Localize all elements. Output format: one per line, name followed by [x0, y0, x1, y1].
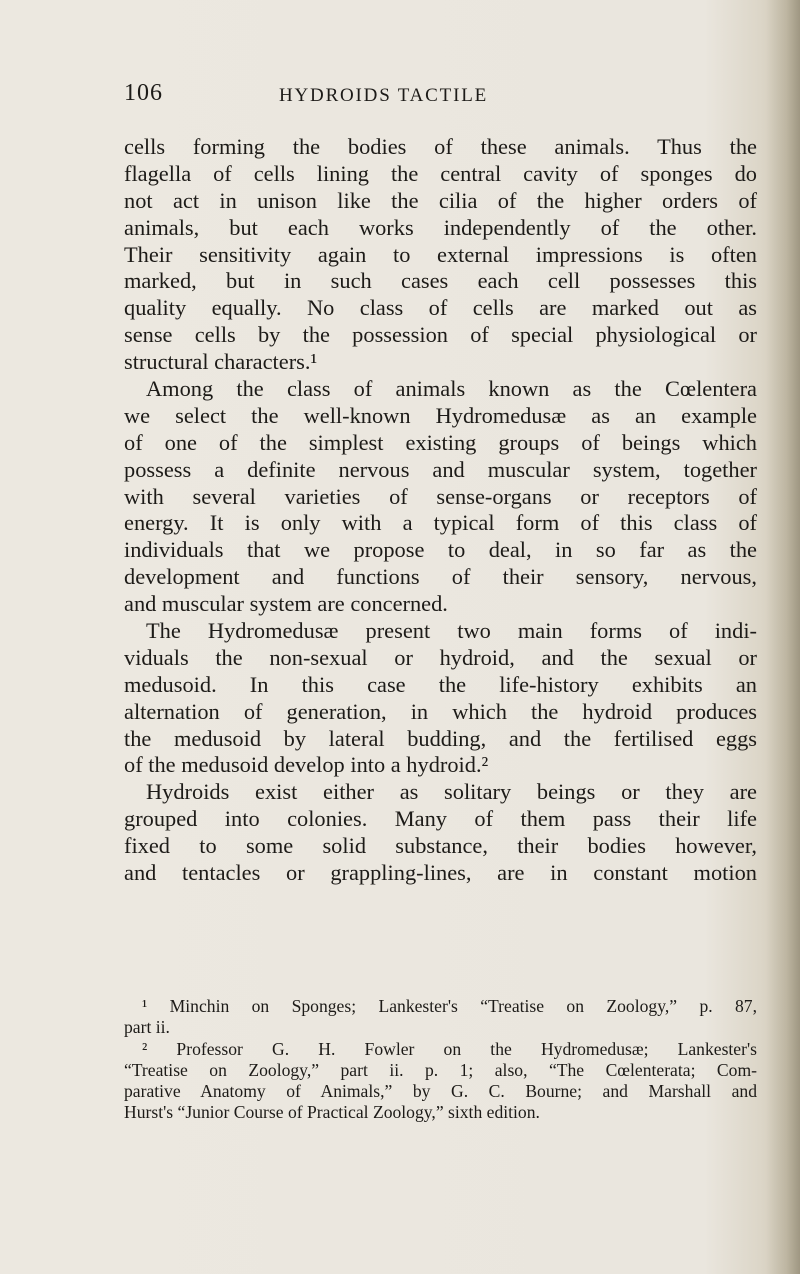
text-line: fixed to some solid substance, their bodies however,: [124, 833, 757, 859]
page-edge-shadow: [766, 0, 800, 1274]
footnote-line: “Treatise on Zoology,” part ii. p. 1; also, “The Cœlenterata; Com-: [124, 1059, 757, 1080]
paragraph-start-line: Hydroids exist either as solitary beings or they are: [146, 779, 757, 805]
text-line: structural characters.¹: [124, 349, 318, 375]
text-line: sense cells by the possession of special physiological or: [124, 322, 757, 348]
text-line: possess a definite nervous and muscular system, together: [124, 456, 757, 482]
text-line: and muscular system are concerned.: [124, 591, 448, 617]
footnote-line: Hurst's “Junior Course of Practical Zoology,” sixth edition.: [124, 1102, 540, 1123]
text-line: alternation of generation, in which the hydroid produces: [124, 698, 757, 724]
text-line: quality equally. No class of cells are marked out as: [124, 295, 757, 321]
text-line: viduals the non-sexual or hydroid, and the sexual or: [124, 644, 757, 670]
text-line: medusoid. In this case the life-history exhibits an: [124, 671, 757, 697]
text-line: we select the well-known Hydromedusæ as an example: [124, 402, 757, 428]
text-line: animals, but each works independently of the other.: [124, 214, 757, 240]
text-line: development and functions of their sensory, nervous,: [124, 564, 757, 590]
footnote-1: ¹ Minchin on Sponges; Lankester's “Treatise on Zoology,” p. 87,: [142, 996, 757, 1016]
body-text: [124, 134, 757, 887]
text-line: energy. It is only with a typical form of this class of: [124, 510, 757, 536]
footnote-line: part ii.: [124, 1017, 170, 1038]
text-line: grouped into colonies. Many of them pass their life: [124, 806, 757, 832]
text-line: and tentacles or grappling-lines, are in constant motion: [124, 860, 757, 886]
text-line: individuals that we propose to deal, in so far as the: [124, 537, 757, 563]
paragraph-start-line: Among the class of animals known as the Cœlentera: [146, 376, 757, 402]
text-line: cells forming the bodies of these animals. Thus the: [124, 134, 757, 159]
paragraph-start-line: The Hydromedusæ present two main forms of indi-: [146, 618, 757, 644]
text-line: Their sensitivity again to external impressions is often: [124, 241, 757, 267]
footnote-2: ² Professor G. H. Fowler on the Hydromedusæ; Lankester's: [142, 1038, 757, 1059]
text-line: of one of the simplest existing groups of beings which: [124, 429, 757, 455]
text-line: not act in unison like the cilia of the higher orders of: [124, 187, 757, 213]
running-head: HYDROIDS TACTILE: [279, 85, 489, 106]
text-line: of the medusoid develop into a hydroid.²: [124, 752, 489, 778]
page-header: [0, 80, 800, 114]
text-line: the medusoid by lateral budding, and the fertilised eggs: [124, 725, 757, 751]
text-line: flagella of cells lining the central cavity of sponges do: [124, 160, 757, 186]
text-line: marked, but in such cases each cell possesses this: [124, 268, 757, 294]
text-line: with several varieties of sense-organs or receptors of: [124, 483, 757, 509]
footnotes: [124, 996, 757, 1124]
page-number: 106: [124, 80, 163, 106]
footnote-line: parative Anatomy of Animals,” by G. C. Bourne; and Marshall and: [124, 1081, 757, 1102]
